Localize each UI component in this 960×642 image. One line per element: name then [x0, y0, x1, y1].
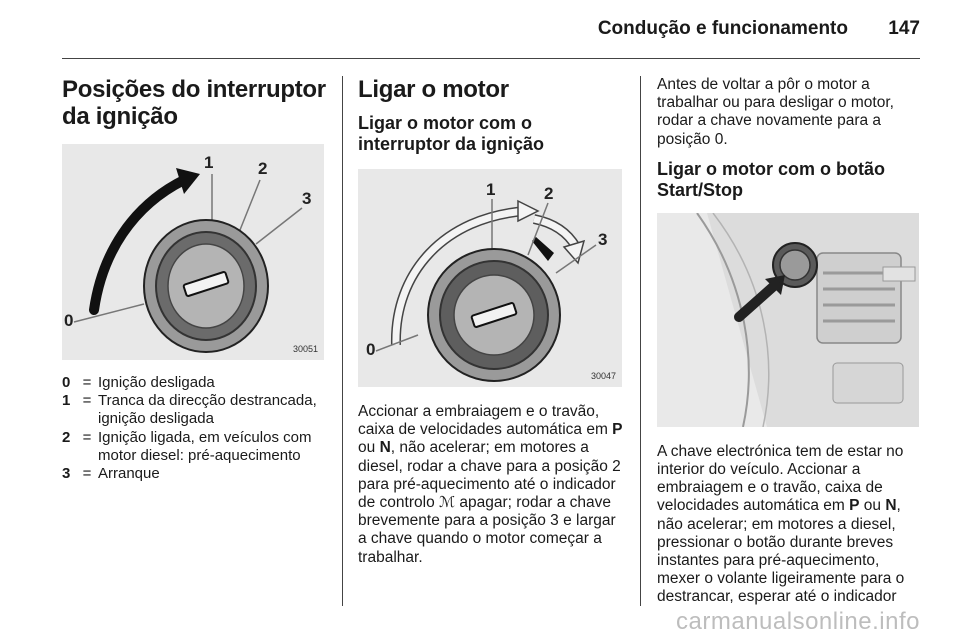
watermark: carmanualsonline.info [676, 608, 920, 635]
start-stop-button-figure [657, 213, 919, 427]
column-divider [342, 76, 343, 606]
body-paragraph: Accionar a embraiagem e o travão, caixa de velocidades automática em P ou N, não acelerar; em motores a diesel, rodar a chave para a posição 2 para pré-aquecimento até o indicador de controlo ℳ apagar; rodar a chave brevemente para a posição 3 e largar a chave quando o motor começar a trabalhar. [358, 403, 623, 566]
preheat-coil-icon: ℳ [439, 494, 456, 512]
ignition-lock-illustration [358, 169, 622, 387]
section-heading: Ligar o motor [358, 76, 509, 103]
column-start-engine [358, 76, 628, 567]
legend-item: 0 = Ignição desligada [62, 374, 215, 391]
position-label: 0 [366, 340, 376, 359]
position-label: 2 [544, 184, 554, 203]
subsection-heading: Ligar o motor com o botão Start/Stop [657, 158, 885, 200]
position-label: 2 [258, 159, 268, 178]
figure-number: 30047 [590, 371, 616, 381]
ignition-lock-illustration [62, 144, 324, 360]
start-stop-illustration [657, 213, 919, 427]
figure-number: 30051 [292, 344, 318, 354]
section-heading: Posições do interruptor da ignição [62, 76, 326, 130]
legend-item: 3 = Arranque [62, 465, 160, 483]
position-label: 3 [302, 189, 312, 208]
ignition-switch-figure [358, 169, 622, 387]
ignition-switch-figure [62, 144, 324, 360]
header-divider [62, 58, 920, 59]
legend-item: 2 = Ignição ligada, em veículos com motor diesel: pré-aquecimento [62, 428, 312, 464]
page-number: 147 [888, 18, 920, 39]
column-divider [640, 76, 641, 606]
header-title: Condução e funcionamento [597, 18, 848, 39]
body-paragraph: A chave electrónica tem de estar no interior do veículo. Accionar a embraiagem e o travão, caixa de velocidades automática em P ou N, não acelerar; em motores a diesel, pressionar o botão durante breves instantes para pré-aquecimento, mexer o volante ligeiramente para o destrancar, esperar até o indicador [657, 442, 905, 606]
legend-item: 1 = Tranca da direcção destrancada, ignição desligada [62, 392, 317, 428]
position-label: 3 [598, 230, 608, 249]
position-label: 1 [486, 180, 496, 199]
position-label: 0 [64, 311, 74, 330]
column-start-stop [657, 76, 922, 607]
legend-list [62, 374, 326, 483]
body-paragraph: Antes de voltar a pôr o motor a trabalhar ou para desligar o motor, rodar a chave novamente para a posição 0. [657, 76, 894, 148]
subsection-heading: Ligar o motor com o interruptor da ignição [358, 113, 545, 154]
position-label: 1 [204, 153, 214, 172]
column-ignition-positions [62, 76, 326, 483]
